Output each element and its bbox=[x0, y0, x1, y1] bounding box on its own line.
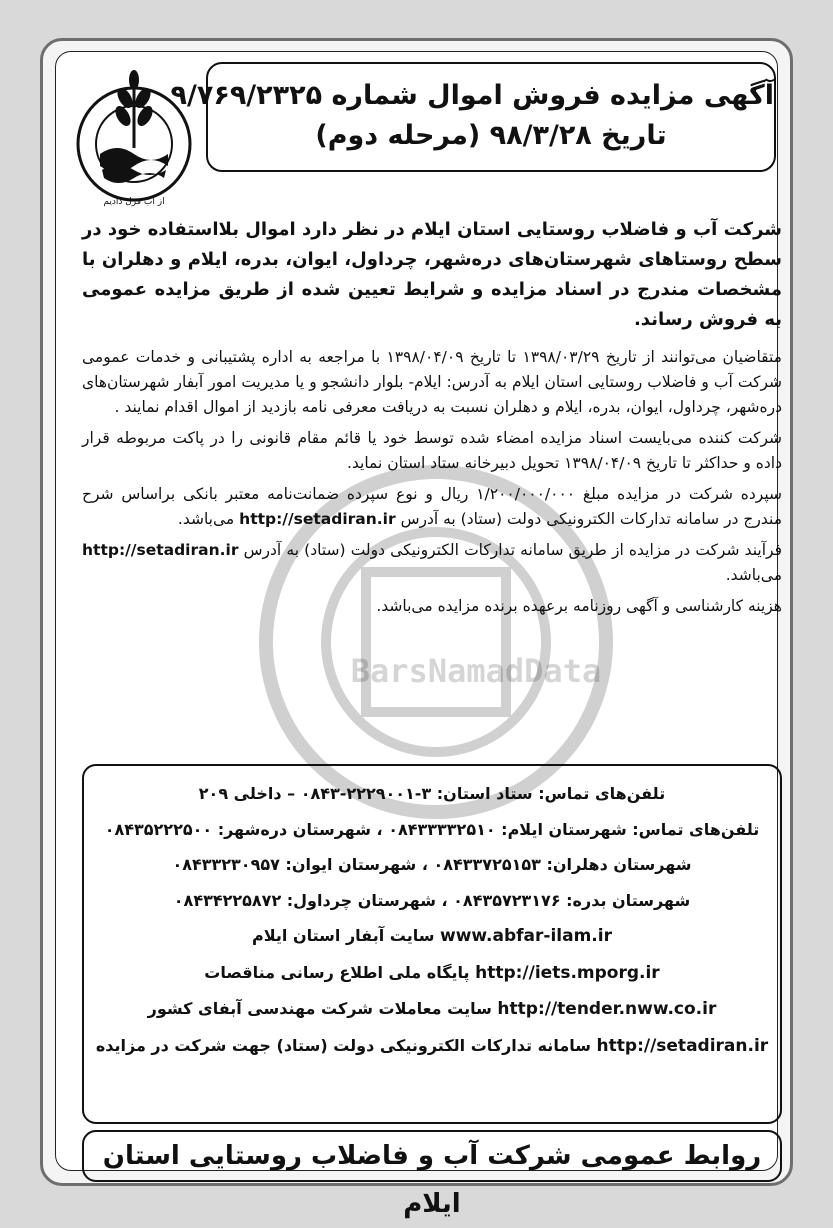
notice-frame bbox=[40, 38, 793, 1219]
title-line-2: تاریخ ۹۸/۳/۲۸ (مرحله دوم) bbox=[315, 120, 667, 151]
paragraph-submission: شرکت کننده می‌بایست اسناد مزایده امضاء شده توسط خود یا قائم مقام قانونی را در پاکت مربوطه قرار داده و حداکثر تا تاریخ ۱۳۹۸/۰۴/۰۹ تحویل دبیرخانه ستاد استان نماید. bbox=[82, 429, 782, 472]
title-box bbox=[170, 62, 776, 172]
watermark-text: BarsNamadData bbox=[350, 652, 602, 690]
site-tender bbox=[84, 991, 780, 1028]
paragraph-deposit bbox=[82, 482, 782, 532]
footer-public-relations: روابط عمومی شرکت آب و فاضلاب روستایی استان ایلام bbox=[82, 1130, 782, 1182]
paragraph-process bbox=[82, 538, 782, 588]
paragraph-visit: متقاضیان می‌توانند از تاریخ ۱۳۹۸/۰۳/۲۹ تا تاریخ ۱۳۹۸/۰۴/۰۹ با مراجعه به اداره پشتیبانی و خدمات عمومی شرکت آب و فاضلاب روستایی استان ایلام به آدرس: ایلام- بلوار دانشجو و یا مدیریت امور آبفار شهرستان‌های دره‌شهر، چرداول، ایوان، بدره، ایلام و دهلران نسبت به دریافت معرفی نامه بازدید از اموال اقدام نمایند . bbox=[82, 348, 782, 416]
process-url-link[interactable]: http://setadiran.ir bbox=[82, 541, 239, 559]
site-iets-link[interactable]: http://iets.mporg.ir bbox=[475, 962, 660, 983]
intro-paragraph: شرکت آب و فاضلاب روستایی استان ایلام در نظر دارد اموال بلااستفاده خود در سطح روستاهای شهرستان‌های دره‌شهر، چرداول، ایوان، بدره، ایلام و دهلران با مشخصات مندرج در اسناد مزایده و شرایط تعیین شده از طریق مزایده عمومی به فروش رساند. bbox=[82, 219, 782, 330]
site-setad bbox=[84, 1028, 780, 1065]
contact-line-ilam: تلفن‌های تماس: شهرستان ایلام: ۰۸۴۳۳۳۳۲۵۱۰ ، شهرستان دره‌شهر: ۰۸۴۳۵۲۲۲۵۰۰ bbox=[104, 819, 760, 839]
site-setad-label: سامانه تدارکات الکترونیکی دولت (ستاد) جهت شرکت در مزایده bbox=[95, 1035, 591, 1055]
paragraph-costs: هزینه کارشناسی و آگهی روزنامه برعهده برنده مزایده می‌باشد. bbox=[376, 597, 782, 615]
contact-line-dehloran: شهرستان دهلران: ۰۸۴۳۳۷۲۵۱۵۳ ، شهرستان ایوان: ۰۸۴۳۳۲۳۰۹۵۷ bbox=[172, 855, 692, 874]
deposit-text: سپرده شرکت در مزایده مبلغ ۱/۲۰۰/۰۰۰/۰۰۰ ریال و نوع سپرده ضمانت‌نامه معتبر بانکی براساس شرح مندرج در سامانه تدارکات الکترونیکی دولت (ستاد) به آدرس bbox=[82, 485, 782, 528]
contact-line-badreh: شهرستان بدره: ۰۸۴۳۵۷۲۳۱۷۶ ، شهرستان چرداول: ۰۸۴۳۴۲۲۵۸۷۲ bbox=[173, 890, 691, 910]
site-setad-link[interactable]: http://setadiran.ir bbox=[596, 1035, 769, 1056]
site-tender-link[interactable]: http://tender.nww.co.ir bbox=[497, 999, 717, 1019]
site-iets bbox=[84, 955, 780, 992]
process-text: فرآیند شرکت در مزایده از طریق سامانه تدارکات الکترونیکی دولت (ستاد) به آدرس bbox=[243, 541, 782, 559]
notice-body bbox=[82, 215, 782, 625]
notice-inner bbox=[55, 51, 782, 1219]
site-abfar-link[interactable]: www.abfar-ilam.ir bbox=[440, 926, 612, 946]
deposit-url-link[interactable]: http://setadiran.ir bbox=[239, 510, 396, 528]
logo-text: از آب قزل دادیم bbox=[103, 197, 165, 207]
site-tender-label: سایت معاملات شرکت مهندسی آبفای کشور bbox=[147, 999, 492, 1018]
deposit-tail: می‌باشد. bbox=[177, 510, 235, 528]
contact-line-hq: تلفن‌های تماس: ستاد استان: ۳-۲۲۲۹۰۰۱-۰۸۴۳ – داخلی ۲۰۹ bbox=[198, 784, 666, 803]
title-line-1: آگهی مزایده فروش اموال شماره ۹/۷۶۹/۲۳۲۵ bbox=[170, 80, 774, 111]
site-abfar-label: سایت آبفار استان ایلام bbox=[252, 926, 435, 945]
site-iets-label: پایگاه ملی اطلاع رسانی مناقصات bbox=[204, 962, 470, 982]
contacts-box bbox=[82, 764, 782, 1124]
process-tail: می‌باشد. bbox=[725, 566, 782, 584]
site-abfar bbox=[84, 918, 780, 955]
